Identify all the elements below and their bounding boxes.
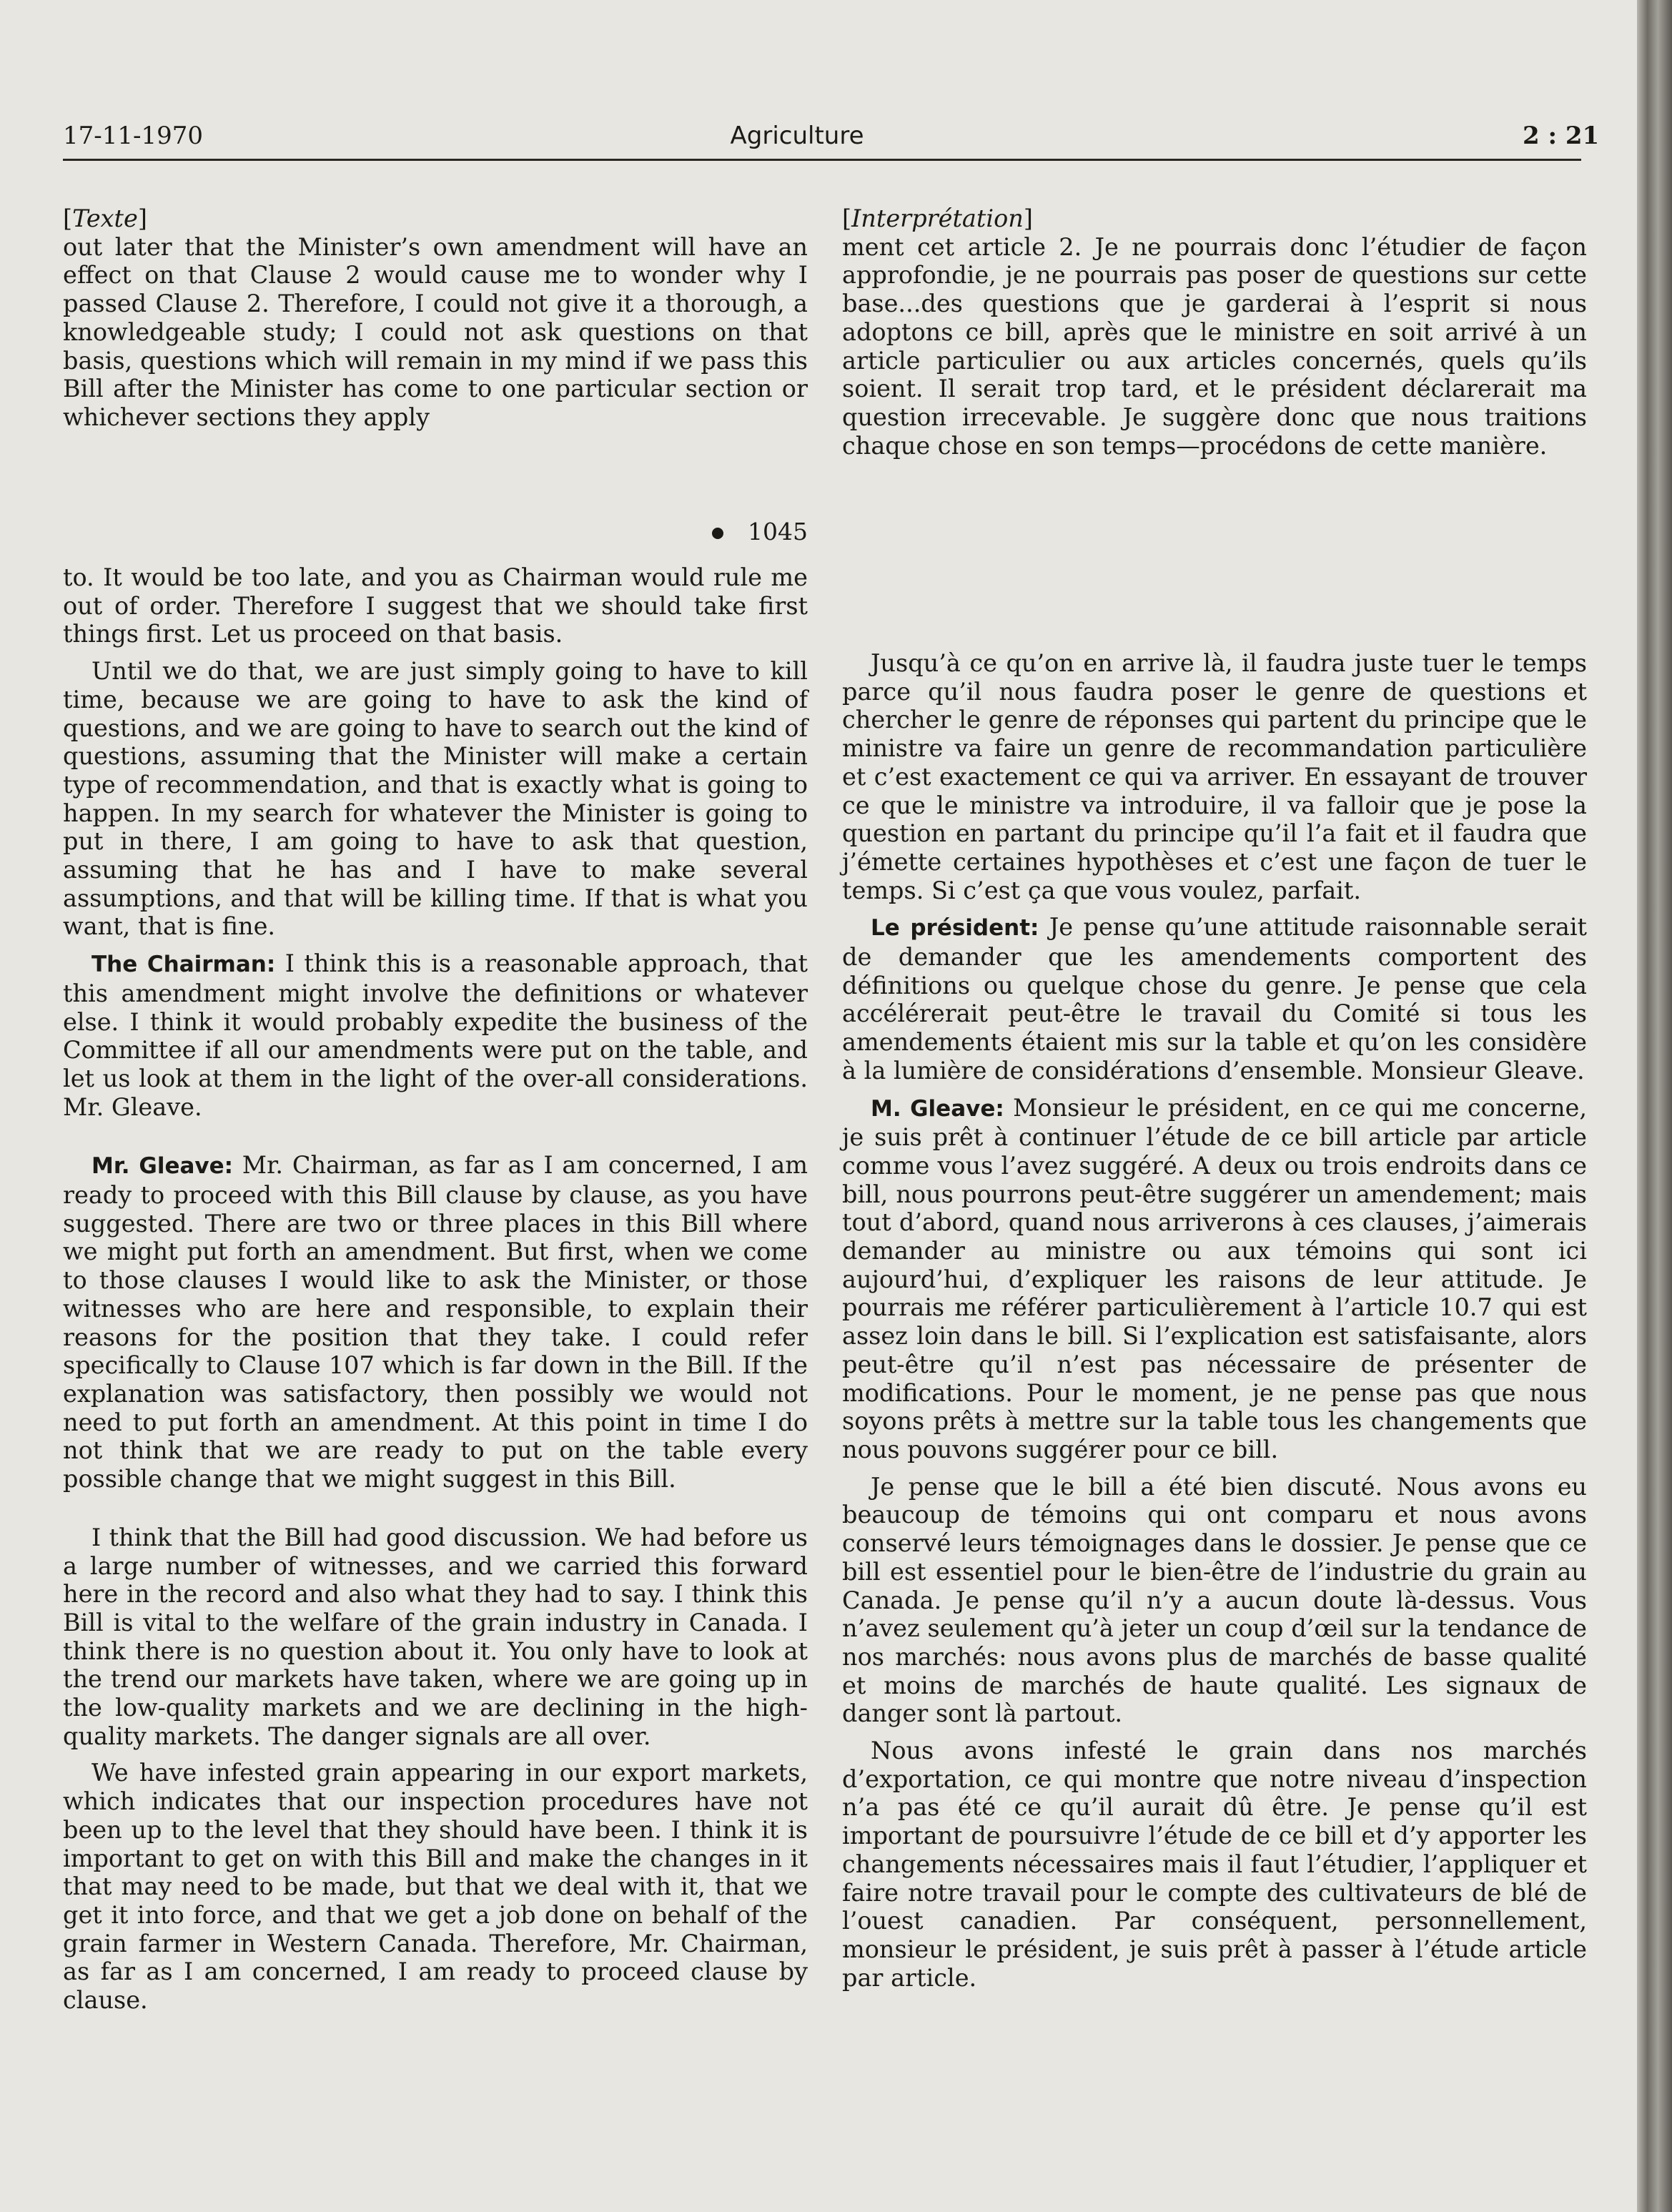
right-paragraph-6: Nous avons infesté le grain dans nos marchés d’exportation, ce qui montre que notre niveau d’inspection n’a pas été ce qu’il aurait dû être. Je pense qu’il est important de poursuivre l’étude de ce bill et d’y apporter les changements nécessaires mais il faut l’étudier, l’appliquer et faire notre travail pour le compte des cultivateurs de blé de l’ouest canadien. Par conséquent, personnellement, monsieur le président, je suis prêt à passer à l’étude article par article. <box>842 1737 1587 1992</box>
left-column-top <box>63 204 808 432</box>
left-paragraph-4-text: I think this is a reasonable approach, that this amendment might involve the definitions or whatever else. I think it would probably expedite the business of the Committee if all our amendments were put on the table, and let us look at them in the light of the over-all considerations. Mr. Gleave. <box>63 949 808 1121</box>
right-column-body <box>842 649 1587 1992</box>
right-column-top <box>842 204 1587 460</box>
left-paragraph-7: We have infested grain appearing in our export markets, which indicates that our inspection procedures have not been up to the level that they should have been. I think it is important to get on with this Bill and make the changes in it that may need to be made, but that we deal with it, that we get it into force, and that we get a job done on behalf of the grain farmer in Western Canada. Therefore, Mr. Chairman, as far as I am concerned, I am ready to proceed clause by clause. <box>63 1759 808 2015</box>
left-paragraph-1: out later that the Minister’s own amendment will have an effect on that Clause 2 would cause me to wonder why I passed Clause 2. Therefore, I could not give it a thorough, a knowledgeable study; I could not ask questions on that basis, questions which will remain in my mind if we pass this Bill after the Minister has come to one particular section or whichever sections they apply <box>63 232 808 431</box>
right-paragraph-4 <box>842 1094 1587 1464</box>
left-column-body <box>63 563 808 2015</box>
header-date: 17-11-1970 <box>63 122 204 150</box>
speaker-chairman: The Chairman: <box>91 952 276 978</box>
speaker-president: Le président: <box>871 915 1039 942</box>
right-section-tag: [Interprétation] <box>842 204 1033 232</box>
time-marker <box>63 518 808 546</box>
left-paragraph-6: I think that the Bill had good discussion. We had before us a large number of witnesses, and we carried this forward here in the record and also what they had to say. I think this Bill is vital to the welfare of the grain industry in Canada. I think there is no question about it. You only have to look at the trend our markets have taken, where we are going up in the low-quality markets and we are declining in the high-quality markets. The danger signals are all over. <box>63 1523 808 1750</box>
left-paragraph-4 <box>63 949 808 1121</box>
header-title: Agriculture <box>730 122 864 150</box>
header-rule <box>63 159 1581 161</box>
left-section-tag: [Texte] <box>63 204 147 232</box>
right-paragraph-1: ment cet article 2. Je ne pourrais donc l’étudier de façon approfondie, je ne pourrais pas poser de questions sur cette base...des questions que je garderai à l’esprit si nous adoptons ce bill, après que le ministre en soit arrivé à un article particulier ou aux articles concernés, quels qu’ils soient. Il serait trop tard, et le président déclarerait ma question irrecevable. Je suggère donc que nous traitions chaque chose en son temps—procédons de cette manière. <box>842 232 1587 460</box>
speaker-gleave: Mr. Gleave: <box>91 1153 234 1180</box>
right-paragraph-4-text: Monsieur le président, en ce qui me concerne, je suis prêt à continuer l’étude de ce bill article par article comme vous l’avez suggéré. A deux ou trois endroits dans ce bill, nous pourrons peut-être suggérer un amendement; mais tout d’abord, quand nous arriverons à ces clauses, j’aimerais demander au ministre ou aux témoins qui sont ici aujourd’hui, d’expliquer les raisons de leur attitude. Je pourrais me référer particulièrement à l’article 10.7 qui est assez loin dans le bill. Si l’explication est satisfaisante, alors peut-être qu’il n’est pas nécessaire de présenter de modifications. Pour le moment, je ne pense pas que nous soyons prêts à mettre sur la table tous les changements que nous pouvons suggérer pour ce bill. <box>842 1093 1588 1463</box>
left-tag-text: Texte <box>72 204 138 232</box>
right-paragraph-5: Je pense que le bill a été bien discuté. Nous avons eu beaucoup de témoins qui ont comparu et nous avons conservé leurs témoignages dans le dossier. Je pense que ce bill est essentiel pour le bien-être de l’industrie du grain au Canada. Je pense qu’il n’y a aucun doute là-dessus. Vous n’avez seulement qu’à jeter un coup d’œil sur la tendance de nos marchés: nous avons plus de marchés de basse qualité et moins de marchés de haute qualité. Les signaux de danger sont là partout. <box>842 1472 1587 1728</box>
left-paragraph-5 <box>63 1151 808 1493</box>
right-paragraph-3-text: Je pense qu’une attitude raisonnable serait de demander que les amendements comportent des définitions ou quelque chose du genre. Je pense que cela accélérerait peut-être le travail du Comité si tous les amendements étaient mis sur la table et qu’on les considère à la lumière de considérations d’ensemble. Monsieur Gleave. <box>842 913 1588 1085</box>
header-page-number: 2 : 21 <box>1523 122 1600 150</box>
bullet-dot-icon <box>712 528 723 539</box>
left-paragraph-2: to. It would be too late, and you as Chairman would rule me out of order. Therefore I suggest that we should take first things first. Let us proceed on that basis. <box>63 563 808 648</box>
right-paragraph-2: Jusqu’à ce qu’on en arrive là, il faudra juste tuer le temps parce qu’il nous faudra poser le genre de questions et chercher le genre de réponses qui partent du principe que le ministre va faire un genre de recommandation particulière et c’est exactement ce qui va arriver. En essayant de trouver ce que le ministre va introduire, il va falloir que je pose la question en partant du principe qu’il l’a fait et il faudra que j’émette certaines hypothèses et c’est une façon de tuer le temps. Si c’est ça que vous voulez, parfait. <box>842 649 1587 904</box>
speaker-m-gleave: M. Gleave: <box>871 1095 1004 1122</box>
right-paragraph-3 <box>842 913 1587 1085</box>
time-marker-value: 1045 <box>748 518 808 545</box>
book-page-edge <box>1637 0 1672 2212</box>
right-tag-text: Interprétation <box>851 204 1024 232</box>
left-paragraph-3: Until we do that, we are just simply going to have to kill time, because we are going to have to ask the kind of questions, and we are going to have to search out the kind of questions, assuming that the Minister will make a certain type of recommendation, and that is exactly what is going to happen. In my search for whatever the Minister is going to put in there, I am going to have to ask that question, assuming that he has and I have to make several assumptions, and that will be killing time. If that is what you want, that is fine. <box>63 657 808 941</box>
left-paragraph-5-text: Mr. Chairman, as far as I am concerned, I am ready to proceed with this Bill clause by clause, as you have suggested. There are two or three places in this Bill where we might put forth an amendment. But first, when we come to those clauses I would like to ask the Minister, or those witnesses who are here and responsible, to explain their reasons for the position that they take. I could refer specifically to Clause 107 which is far down in the Bill. If the explanation was satisfactory, then possibly we would not need to put forth an amendment. At this point in time I do not think that we are ready to put on the table every possible change that we might suggest in this Bill. <box>63 1151 808 1493</box>
